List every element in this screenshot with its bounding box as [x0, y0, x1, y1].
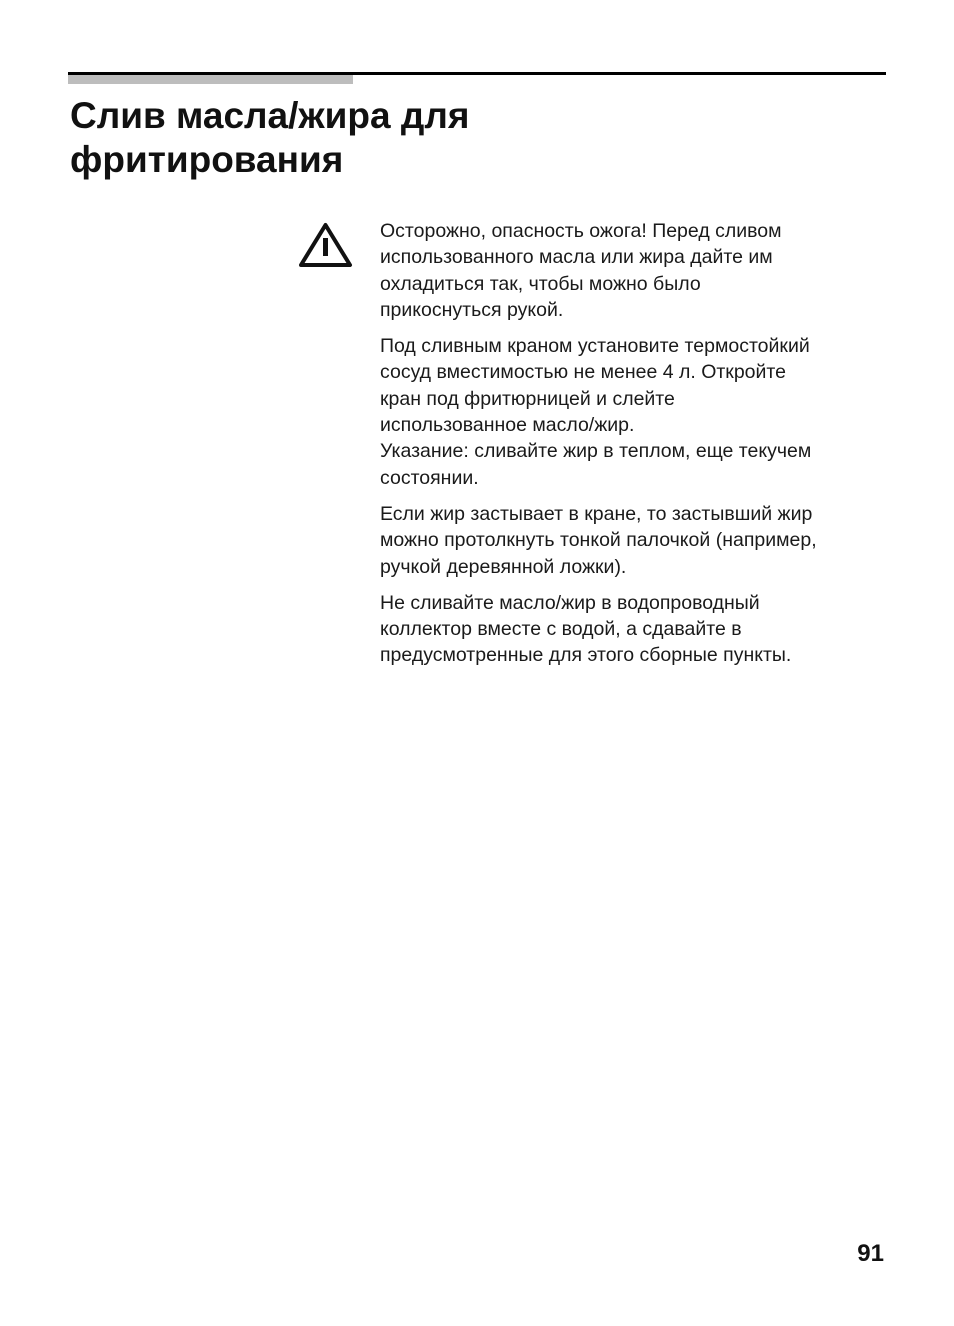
page-title	[70, 94, 830, 182]
text-line: коллектор вместе с водой, а сдавайте в	[380, 618, 742, 641]
text-line: ручкой деревянной ложки).	[380, 555, 627, 578]
text-line: Если жир застывает в кране, то застывший жир	[380, 502, 813, 525]
title-line-1: Слив масла/жира для	[70, 95, 470, 136]
text-line: охладиться так, чтобы можно было	[380, 272, 701, 295]
drain-instruction-paragraph	[380, 333, 890, 491]
text-line: можно протолкнуть тонкой палочкой (например,	[380, 529, 817, 552]
text-line: использованного масла или жира дайте им	[380, 246, 773, 269]
text-line: Указание: сливайте жир в теплом, еще текучем	[380, 440, 812, 463]
text-line: предусмотренные для этого сборные пункты.	[380, 644, 792, 667]
header-accent-bar	[68, 75, 353, 84]
clog-tip-paragraph	[380, 501, 890, 580]
text-line: состоянии.	[380, 466, 479, 489]
page-number: 91	[857, 1240, 884, 1267]
text-line: Под сливным краном установите термостойкий	[380, 335, 810, 358]
title-line-2: фритирования	[70, 139, 344, 180]
instruction-text	[380, 218, 890, 679]
text-line: прикоснуться рукой.	[380, 298, 564, 321]
text-line: сосуд вместимостью не менее 4 л. Откройте	[380, 361, 786, 384]
warning-paragraph	[380, 218, 890, 323]
text-line: Не сливайте масло/жир в водопроводный	[380, 591, 760, 614]
text-line: Осторожно, опасность ожога! Перед сливом	[380, 220, 782, 242]
disposal-paragraph	[380, 590, 890, 669]
text-line: кран под фритюрницей и слейте	[380, 387, 675, 410]
text-line: использованное масло/жир.	[380, 414, 635, 437]
warning-triangle-icon	[297, 221, 354, 269]
